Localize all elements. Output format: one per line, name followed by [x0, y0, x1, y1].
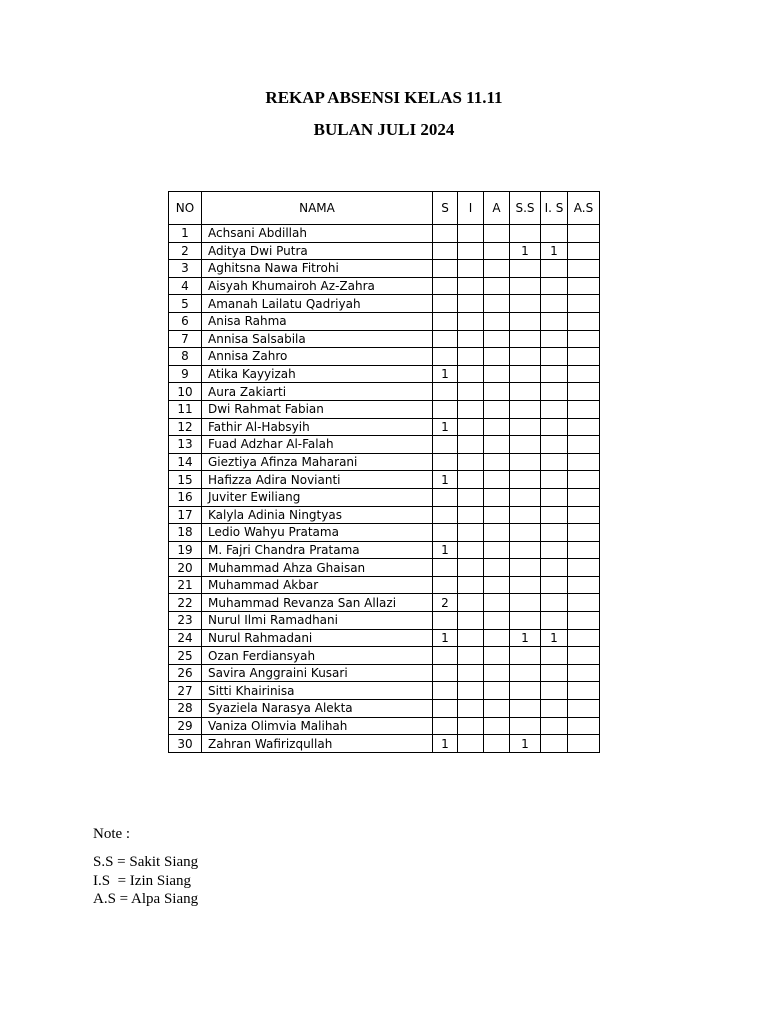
cell-is [541, 225, 568, 243]
cell-nama: Vaniza Olimvia Malihah [202, 717, 433, 735]
cell-a [484, 277, 510, 295]
cell-s [433, 225, 458, 243]
note-heading: Note : [93, 826, 131, 842]
cell-nama: Gieztiya Afinza Maharani [202, 453, 433, 471]
cell-no: 19 [169, 541, 202, 559]
cell-nama: Ozan Ferdiansyah [202, 647, 433, 665]
cell-ss [510, 594, 541, 612]
note-line-ss: S.S = Sakit Siang [93, 854, 199, 870]
cell-is [541, 418, 568, 436]
cell-a [484, 260, 510, 278]
cell-no: 2 [169, 242, 202, 260]
cell-is [541, 612, 568, 630]
cell-nama: Achsani Abdillah [202, 225, 433, 243]
cell-a [484, 664, 510, 682]
table-row [169, 436, 600, 454]
cell-a [484, 453, 510, 471]
cell-as [568, 295, 600, 313]
cell-nama: M. Fajri Chandra Pratama [202, 541, 433, 559]
cell-a [484, 488, 510, 506]
cell-nama: Nurul Ilmi Ramadhani [202, 612, 433, 630]
cell-s [433, 312, 458, 330]
note-line-as: A.S = Alpa Siang [93, 891, 199, 907]
header-nama: NAMA [202, 192, 433, 225]
cell-i [458, 594, 484, 612]
header-s: S [433, 192, 458, 225]
cell-as [568, 612, 600, 630]
cell-s [433, 400, 458, 418]
cell-as [568, 524, 600, 542]
cell-ss [510, 330, 541, 348]
cell-a [484, 418, 510, 436]
cell-i [458, 506, 484, 524]
cell-nama: Syaziela Narasya Alekta [202, 700, 433, 718]
document-subtitle: BULAN JULI 2024 [313, 120, 455, 139]
table-row [169, 365, 600, 383]
cell-i [458, 541, 484, 559]
cell-nama: Muhammad Akbar [202, 576, 433, 594]
cell-i [458, 664, 484, 682]
cell-s: 1 [433, 471, 458, 489]
cell-ss [510, 612, 541, 630]
cell-s [433, 277, 458, 295]
cell-s [433, 453, 458, 471]
cell-is [541, 295, 568, 313]
cell-ss [510, 277, 541, 295]
cell-ss [510, 717, 541, 735]
cell-is: 1 [541, 242, 568, 260]
cell-is [541, 365, 568, 383]
cell-no: 8 [169, 348, 202, 366]
table-row [169, 735, 600, 753]
cell-no: 26 [169, 664, 202, 682]
attendance-table [168, 191, 600, 753]
cell-a [484, 629, 510, 647]
cell-a [484, 312, 510, 330]
cell-ss [510, 225, 541, 243]
table-row [169, 647, 600, 665]
cell-is [541, 400, 568, 418]
cell-s [433, 383, 458, 401]
cell-is [541, 348, 568, 366]
cell-nama: Juviter Ewiliang [202, 488, 433, 506]
cell-i [458, 559, 484, 577]
cell-no: 22 [169, 594, 202, 612]
table-row [169, 682, 600, 700]
cell-is: 1 [541, 629, 568, 647]
cell-no: 15 [169, 471, 202, 489]
table-row [169, 488, 600, 506]
cell-s [433, 664, 458, 682]
table-row [169, 524, 600, 542]
cell-nama: Kalyla Adinia Ningtyas [202, 506, 433, 524]
table-row [169, 700, 600, 718]
cell-a [484, 365, 510, 383]
cell-i [458, 735, 484, 753]
cell-i [458, 647, 484, 665]
cell-no: 12 [169, 418, 202, 436]
cell-ss [510, 471, 541, 489]
cell-i [458, 260, 484, 278]
cell-i [458, 400, 484, 418]
cell-nama: Zahran Wafirizqullah [202, 735, 433, 753]
cell-no: 10 [169, 383, 202, 401]
cell-a [484, 682, 510, 700]
cell-a [484, 471, 510, 489]
cell-nama: Nurul Rahmadani [202, 629, 433, 647]
cell-no: 4 [169, 277, 202, 295]
cell-as [568, 647, 600, 665]
cell-i [458, 277, 484, 295]
cell-is [541, 559, 568, 577]
cell-is [541, 471, 568, 489]
cell-is [541, 541, 568, 559]
cell-no: 23 [169, 612, 202, 630]
cell-ss [510, 436, 541, 454]
cell-as [568, 330, 600, 348]
header-is: I. S [541, 192, 568, 225]
cell-i [458, 383, 484, 401]
cell-a [484, 647, 510, 665]
cell-as [568, 594, 600, 612]
table-row [169, 418, 600, 436]
cell-ss: 1 [510, 242, 541, 260]
cell-s: 2 [433, 594, 458, 612]
cell-ss [510, 541, 541, 559]
cell-s [433, 506, 458, 524]
cell-as [568, 383, 600, 401]
cell-i [458, 242, 484, 260]
cell-as [568, 735, 600, 753]
table-row [169, 400, 600, 418]
cell-i [458, 348, 484, 366]
cell-as [568, 277, 600, 295]
table-row [169, 330, 600, 348]
cell-is [541, 717, 568, 735]
table-row [169, 295, 600, 313]
cell-a [484, 717, 510, 735]
cell-as [568, 700, 600, 718]
cell-is [541, 260, 568, 278]
cell-no: 28 [169, 700, 202, 718]
cell-no: 25 [169, 647, 202, 665]
cell-as [568, 400, 600, 418]
table-row [169, 383, 600, 401]
cell-i [458, 717, 484, 735]
cell-a [484, 735, 510, 753]
cell-a [484, 506, 510, 524]
cell-i [458, 612, 484, 630]
cell-a [484, 612, 510, 630]
cell-as [568, 418, 600, 436]
cell-nama: Ledio Wahyu Pratama [202, 524, 433, 542]
table-row [169, 664, 600, 682]
note-line-is: I.S = Izin Siang [93, 873, 192, 889]
cell-a [484, 700, 510, 718]
cell-as [568, 242, 600, 260]
cell-a [484, 330, 510, 348]
cell-nama: Sitti Khairinisa [202, 682, 433, 700]
cell-i [458, 330, 484, 348]
cell-i [458, 436, 484, 454]
cell-as [568, 260, 600, 278]
cell-is [541, 506, 568, 524]
cell-a [484, 524, 510, 542]
cell-is [541, 664, 568, 682]
table-body [169, 225, 600, 753]
table-row [169, 277, 600, 295]
cell-i [458, 365, 484, 383]
cell-i [458, 524, 484, 542]
cell-ss [510, 576, 541, 594]
cell-no: 14 [169, 453, 202, 471]
cell-is [541, 277, 568, 295]
cell-s [433, 295, 458, 313]
cell-no: 7 [169, 330, 202, 348]
cell-as [568, 664, 600, 682]
table-row [169, 312, 600, 330]
cell-ss [510, 365, 541, 383]
cell-nama: Dwi Rahmat Fabian [202, 400, 433, 418]
document-title: REKAP ABSENSI KELAS 11.11 [265, 88, 503, 107]
cell-s [433, 348, 458, 366]
cell-no: 21 [169, 576, 202, 594]
cell-nama: Annisa Salsabila [202, 330, 433, 348]
cell-is [541, 312, 568, 330]
table-row [169, 559, 600, 577]
cell-nama: Atika Kayyizah [202, 365, 433, 383]
cell-s [433, 260, 458, 278]
table-row [169, 225, 600, 243]
cell-as [568, 225, 600, 243]
cell-is [541, 700, 568, 718]
cell-nama: Fuad Adzhar Al-Falah [202, 436, 433, 454]
cell-i [458, 225, 484, 243]
cell-nama: Anisa Rahma [202, 312, 433, 330]
table-row [169, 612, 600, 630]
cell-is [541, 524, 568, 542]
cell-i [458, 700, 484, 718]
cell-i [458, 488, 484, 506]
cell-s [433, 647, 458, 665]
header-ss: S.S [510, 192, 541, 225]
cell-as [568, 436, 600, 454]
cell-ss [510, 312, 541, 330]
cell-nama: Amanah Lailatu Qadriyah [202, 295, 433, 313]
cell-no: 1 [169, 225, 202, 243]
table-row [169, 594, 600, 612]
cell-ss [510, 260, 541, 278]
cell-is [541, 330, 568, 348]
cell-no: 24 [169, 629, 202, 647]
cell-no: 3 [169, 260, 202, 278]
cell-nama: Annisa Zahro [202, 348, 433, 366]
cell-i [458, 682, 484, 700]
cell-nama: Aditya Dwi Putra [202, 242, 433, 260]
header-i: I [458, 192, 484, 225]
cell-s: 1 [433, 541, 458, 559]
cell-a [484, 594, 510, 612]
cell-a [484, 348, 510, 366]
cell-is [541, 453, 568, 471]
cell-as [568, 629, 600, 647]
cell-s [433, 242, 458, 260]
cell-ss [510, 383, 541, 401]
cell-i [458, 629, 484, 647]
cell-ss [510, 682, 541, 700]
cell-ss [510, 400, 541, 418]
cell-a [484, 295, 510, 313]
cell-ss [510, 348, 541, 366]
cell-no: 11 [169, 400, 202, 418]
header-a: A [484, 192, 510, 225]
cell-as [568, 541, 600, 559]
cell-a [484, 436, 510, 454]
cell-nama: Fathir Al-Habsyih [202, 418, 433, 436]
table-row [169, 471, 600, 489]
cell-as [568, 506, 600, 524]
cell-i [458, 312, 484, 330]
cell-as [568, 576, 600, 594]
cell-as [568, 365, 600, 383]
cell-nama: Muhammad Ahza Ghaisan [202, 559, 433, 577]
cell-i [458, 453, 484, 471]
cell-is [541, 488, 568, 506]
table-row [169, 348, 600, 366]
cell-s: 1 [433, 629, 458, 647]
cell-ss [510, 664, 541, 682]
cell-a [484, 383, 510, 401]
table-row [169, 506, 600, 524]
table-row [169, 260, 600, 278]
cell-as [568, 312, 600, 330]
cell-i [458, 576, 484, 594]
cell-s [433, 700, 458, 718]
cell-no: 27 [169, 682, 202, 700]
cell-no: 6 [169, 312, 202, 330]
table-row [169, 453, 600, 471]
cell-a [484, 242, 510, 260]
cell-as [568, 717, 600, 735]
cell-ss [510, 488, 541, 506]
cell-no: 18 [169, 524, 202, 542]
cell-as [568, 348, 600, 366]
cell-is [541, 383, 568, 401]
cell-nama: Aura Zakiarti [202, 383, 433, 401]
cell-is [541, 436, 568, 454]
cell-s [433, 717, 458, 735]
cell-is [541, 594, 568, 612]
cell-no: 29 [169, 717, 202, 735]
table-row [169, 576, 600, 594]
cell-i [458, 471, 484, 489]
cell-ss [510, 700, 541, 718]
cell-ss [510, 295, 541, 313]
cell-ss [510, 418, 541, 436]
cell-a [484, 559, 510, 577]
cell-as [568, 471, 600, 489]
cell-is [541, 682, 568, 700]
cell-nama: Aisyah Khumairoh Az-Zahra [202, 277, 433, 295]
cell-no: 13 [169, 436, 202, 454]
cell-ss [510, 647, 541, 665]
cell-as [568, 453, 600, 471]
cell-i [458, 418, 484, 436]
cell-s [433, 612, 458, 630]
table-row [169, 242, 600, 260]
cell-nama: Savira Anggraini Kusari [202, 664, 433, 682]
table-row [169, 629, 600, 647]
cell-s: 1 [433, 418, 458, 436]
cell-a [484, 541, 510, 559]
cell-nama: Muhammad Revanza San Allazi [202, 594, 433, 612]
cell-as [568, 559, 600, 577]
cell-no: 5 [169, 295, 202, 313]
cell-ss [510, 559, 541, 577]
cell-ss: 1 [510, 629, 541, 647]
cell-s [433, 576, 458, 594]
cell-i [458, 295, 484, 313]
cell-s [433, 524, 458, 542]
cell-is [541, 735, 568, 753]
cell-no: 20 [169, 559, 202, 577]
table-header-row [169, 192, 600, 225]
cell-s: 1 [433, 365, 458, 383]
cell-ss: 1 [510, 735, 541, 753]
cell-nama: Aghitsna Nawa Fitrohi [202, 260, 433, 278]
cell-a [484, 400, 510, 418]
table-row [169, 541, 600, 559]
cell-no: 17 [169, 506, 202, 524]
header-as: A.S [568, 192, 600, 225]
cell-s [433, 682, 458, 700]
cell-nama: Hafizza Adira Novianti [202, 471, 433, 489]
cell-is [541, 647, 568, 665]
cell-is [541, 576, 568, 594]
header-no: NO [169, 192, 202, 225]
cell-ss [510, 453, 541, 471]
cell-s [433, 488, 458, 506]
cell-no: 9 [169, 365, 202, 383]
cell-as [568, 488, 600, 506]
cell-no: 16 [169, 488, 202, 506]
cell-a [484, 225, 510, 243]
table-row [169, 717, 600, 735]
cell-a [484, 576, 510, 594]
cell-s [433, 559, 458, 577]
cell-ss [510, 506, 541, 524]
cell-ss [510, 524, 541, 542]
cell-as [568, 682, 600, 700]
cell-no: 30 [169, 735, 202, 753]
cell-s: 1 [433, 735, 458, 753]
cell-s [433, 330, 458, 348]
cell-s [433, 436, 458, 454]
